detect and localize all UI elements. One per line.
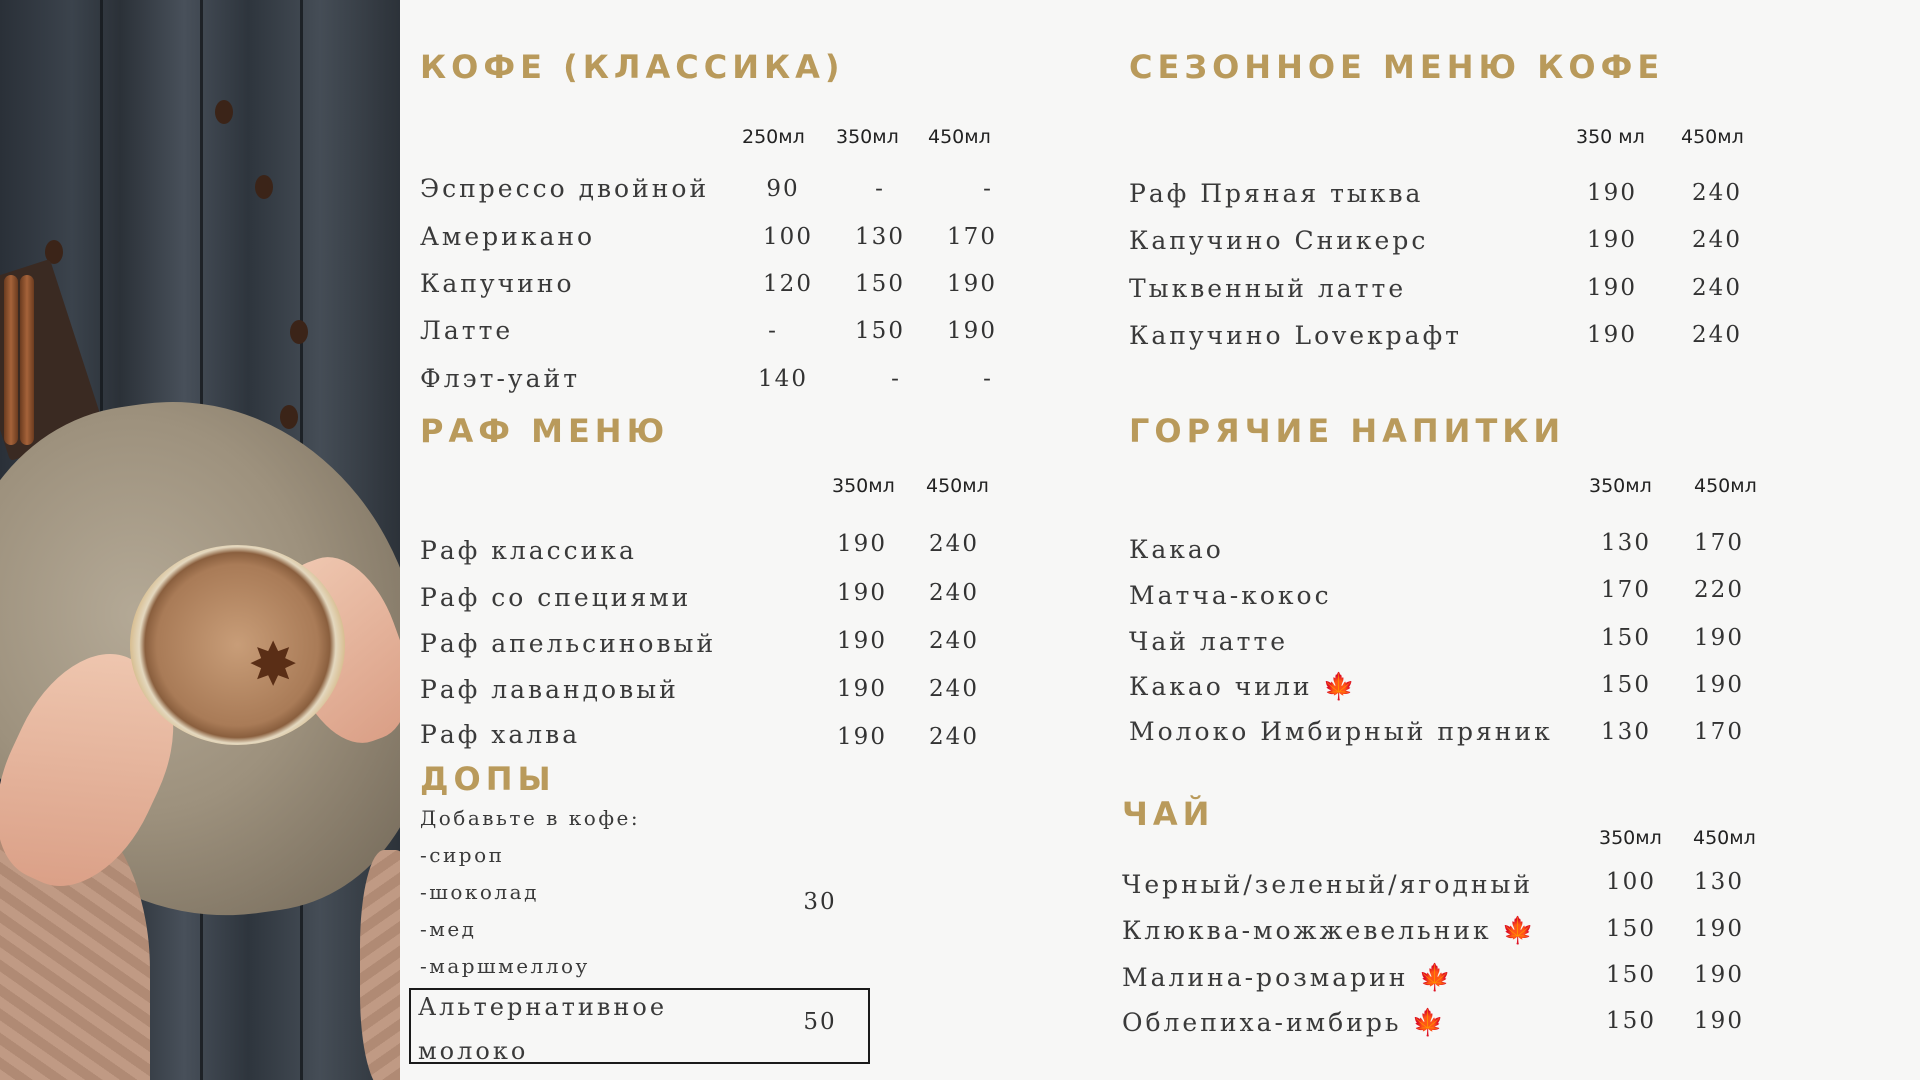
cinnamon-stick xyxy=(20,275,34,445)
menu-item-price: 190 xyxy=(1587,180,1637,206)
menu-item-price: 240 xyxy=(929,724,979,750)
size-label: 350мл xyxy=(1589,475,1652,497)
menu-item-price: 170 xyxy=(1694,719,1744,745)
menu-item-price: 150 xyxy=(1601,672,1651,698)
cocoa-bean xyxy=(255,175,273,199)
menu-item-price: 190 xyxy=(837,628,887,654)
menu-item-label: Клюква-можжевельник xyxy=(1122,916,1492,945)
menu-item-price: 130 xyxy=(855,224,905,250)
menu-item-name: Тыквенный латте xyxy=(1129,274,1407,303)
size-label: 350мл xyxy=(836,126,899,148)
menu-item-price: 190 xyxy=(947,318,997,344)
cocoa-bean xyxy=(290,320,308,344)
menu-item-name: Матча-кокос xyxy=(1129,581,1332,610)
size-label: 350мл xyxy=(1599,827,1662,849)
menu-item-name: Раф со специями xyxy=(420,583,692,612)
extras-price: 30 xyxy=(803,889,837,915)
menu-item-price: 240 xyxy=(929,531,979,557)
menu-item-price: 170 xyxy=(1694,530,1744,556)
menu-item-price: 170 xyxy=(1601,577,1651,603)
menu-item-name xyxy=(1122,963,1451,993)
menu-item-price: 240 xyxy=(929,676,979,702)
menu-item-price: 150 xyxy=(855,318,905,344)
menu-item-name: Какао xyxy=(1129,535,1224,564)
menu-item-price: 190 xyxy=(1694,672,1744,698)
menu-item-label: Облепиха-имбирь xyxy=(1122,1008,1402,1037)
cocoa-bean xyxy=(280,405,298,429)
alt-milk-price: 50 xyxy=(803,1009,837,1035)
cocoa-bean xyxy=(215,100,233,124)
star-anise-icon: ✸ xyxy=(248,630,299,700)
menu-item-label: Малина-розмарин xyxy=(1122,963,1409,992)
extras-option: -сироп xyxy=(420,843,505,867)
menu-item-price: 140 xyxy=(758,366,808,392)
menu-item-price: 150 xyxy=(855,271,905,297)
alt-milk-label: Альтернативное xyxy=(418,993,668,1021)
menu-item-price: 240 xyxy=(929,580,979,606)
menu-item-price: 150 xyxy=(1606,962,1656,988)
size-label: 350мл xyxy=(832,475,895,497)
menu-item-price: - xyxy=(891,366,901,392)
menu-item-price: - xyxy=(983,176,993,202)
maple-leaf-icon: 🍁 xyxy=(1501,916,1535,946)
coffee-cup xyxy=(130,545,345,745)
menu-item-label: Какао чили xyxy=(1129,672,1313,701)
section-title-hot-drinks: ГОРЯЧИЕ НАПИТКИ xyxy=(1129,412,1566,450)
menu-item-price: 240 xyxy=(1692,227,1742,253)
size-label: 450мл xyxy=(928,126,991,148)
menu-item-price: 220 xyxy=(1694,577,1744,603)
extras-option: -маршмеллоу xyxy=(420,954,590,978)
menu-item-price: 190 xyxy=(1694,916,1744,942)
menu-item-name: Чай латте xyxy=(1129,627,1289,656)
menu-item-name: Раф классика xyxy=(420,536,637,565)
menu-item-price: 130 xyxy=(1601,530,1651,556)
menu-item-price: 190 xyxy=(947,271,997,297)
menu-item-price: 190 xyxy=(1694,625,1744,651)
menu-item-price: 150 xyxy=(1606,916,1656,942)
menu-item-price: 190 xyxy=(837,724,887,750)
maple-leaf-icon: 🍁 xyxy=(1411,1008,1444,1038)
section-title-tea: ЧАЙ xyxy=(1122,795,1215,833)
menu-item-name xyxy=(1122,916,1534,946)
size-label: 450мл xyxy=(1693,827,1756,849)
menu-item-price: 90 xyxy=(766,176,800,202)
menu-item-price: - xyxy=(875,176,885,202)
section-title-coffee-classic: КОФЕ (КЛАССИКА) xyxy=(420,48,845,86)
maple-leaf-icon: 🍁 xyxy=(1322,672,1355,702)
menu-item-price: - xyxy=(983,366,993,392)
extras-intro: Добавьте в кофе: xyxy=(420,806,641,830)
section-title-extras: ДОПЫ xyxy=(420,760,556,798)
menu-item-price: 240 xyxy=(1692,275,1742,301)
menu-item-price: 240 xyxy=(1692,180,1742,206)
section-title-seasonal: СЕЗОННОЕ МЕНЮ КОФЕ xyxy=(1129,48,1665,86)
menu-item-price: 240 xyxy=(1692,322,1742,348)
menu-item-price: 120 xyxy=(763,271,813,297)
menu-item-price: 190 xyxy=(1587,322,1637,348)
menu-item-name: Эспрессо двойной xyxy=(420,174,710,203)
cinnamon-stick xyxy=(4,275,18,445)
menu-item-name: Американо xyxy=(420,222,596,251)
size-label: 250мл xyxy=(742,126,805,148)
menu-item-name: Капучино xyxy=(420,269,575,298)
size-label: 450мл xyxy=(1681,126,1744,148)
menu-item-name: Раф Пряная тыква xyxy=(1129,179,1424,208)
extras-option: -шоколад xyxy=(420,880,539,904)
menu-item-price: 100 xyxy=(1606,869,1656,895)
menu-item-name: Капучино Сникерс xyxy=(1129,226,1429,255)
maple-leaf-icon: 🍁 xyxy=(1418,963,1451,993)
menu-item-price: 150 xyxy=(1601,625,1651,651)
menu-item-price: 190 xyxy=(1694,962,1744,988)
menu-item-price: 190 xyxy=(1587,275,1637,301)
menu-item-price: 100 xyxy=(763,224,813,250)
menu-item-name: Молоко Имбирный пряник xyxy=(1129,717,1553,746)
menu-item-name: Раф лавандовый xyxy=(420,675,679,704)
menu-item-price: 190 xyxy=(837,676,887,702)
menu-item-price: 150 xyxy=(1606,1008,1656,1034)
menu-item-price: 190 xyxy=(837,531,887,557)
menu-item-name xyxy=(1122,1008,1444,1038)
menu-item-name: Капучино Loveкрафт xyxy=(1129,321,1462,350)
menu-item-price: 240 xyxy=(929,628,979,654)
section-title-raf-menu: РАФ МЕНЮ xyxy=(420,412,670,450)
menu-item-price: - xyxy=(768,318,778,344)
menu-item-name: Черный/зеленый/ягодный xyxy=(1122,870,1534,899)
size-label: 350 мл xyxy=(1576,126,1645,148)
menu-item-price: 190 xyxy=(1587,227,1637,253)
alt-milk-label: молоко xyxy=(418,1037,529,1065)
size-label: 450мл xyxy=(1694,475,1757,497)
menu-item-name: Латте xyxy=(420,316,514,345)
menu-item-price: 130 xyxy=(1694,869,1744,895)
menu-item-price: 170 xyxy=(947,224,997,250)
knit-sleeve xyxy=(360,850,400,1080)
menu-item-name: Флэт-уайт xyxy=(420,364,581,393)
coffee-photo xyxy=(0,0,400,1080)
menu-item-price: 190 xyxy=(837,580,887,606)
extras-option: -мед xyxy=(420,917,477,941)
menu-item-name: Раф халва xyxy=(420,720,581,749)
menu-item-price: 190 xyxy=(1694,1008,1744,1034)
menu-item-price: 130 xyxy=(1601,719,1651,745)
menu-item-name xyxy=(1129,672,1355,702)
menu-item-name: Раф апельсиновый xyxy=(420,629,717,658)
size-label: 450мл xyxy=(926,475,989,497)
